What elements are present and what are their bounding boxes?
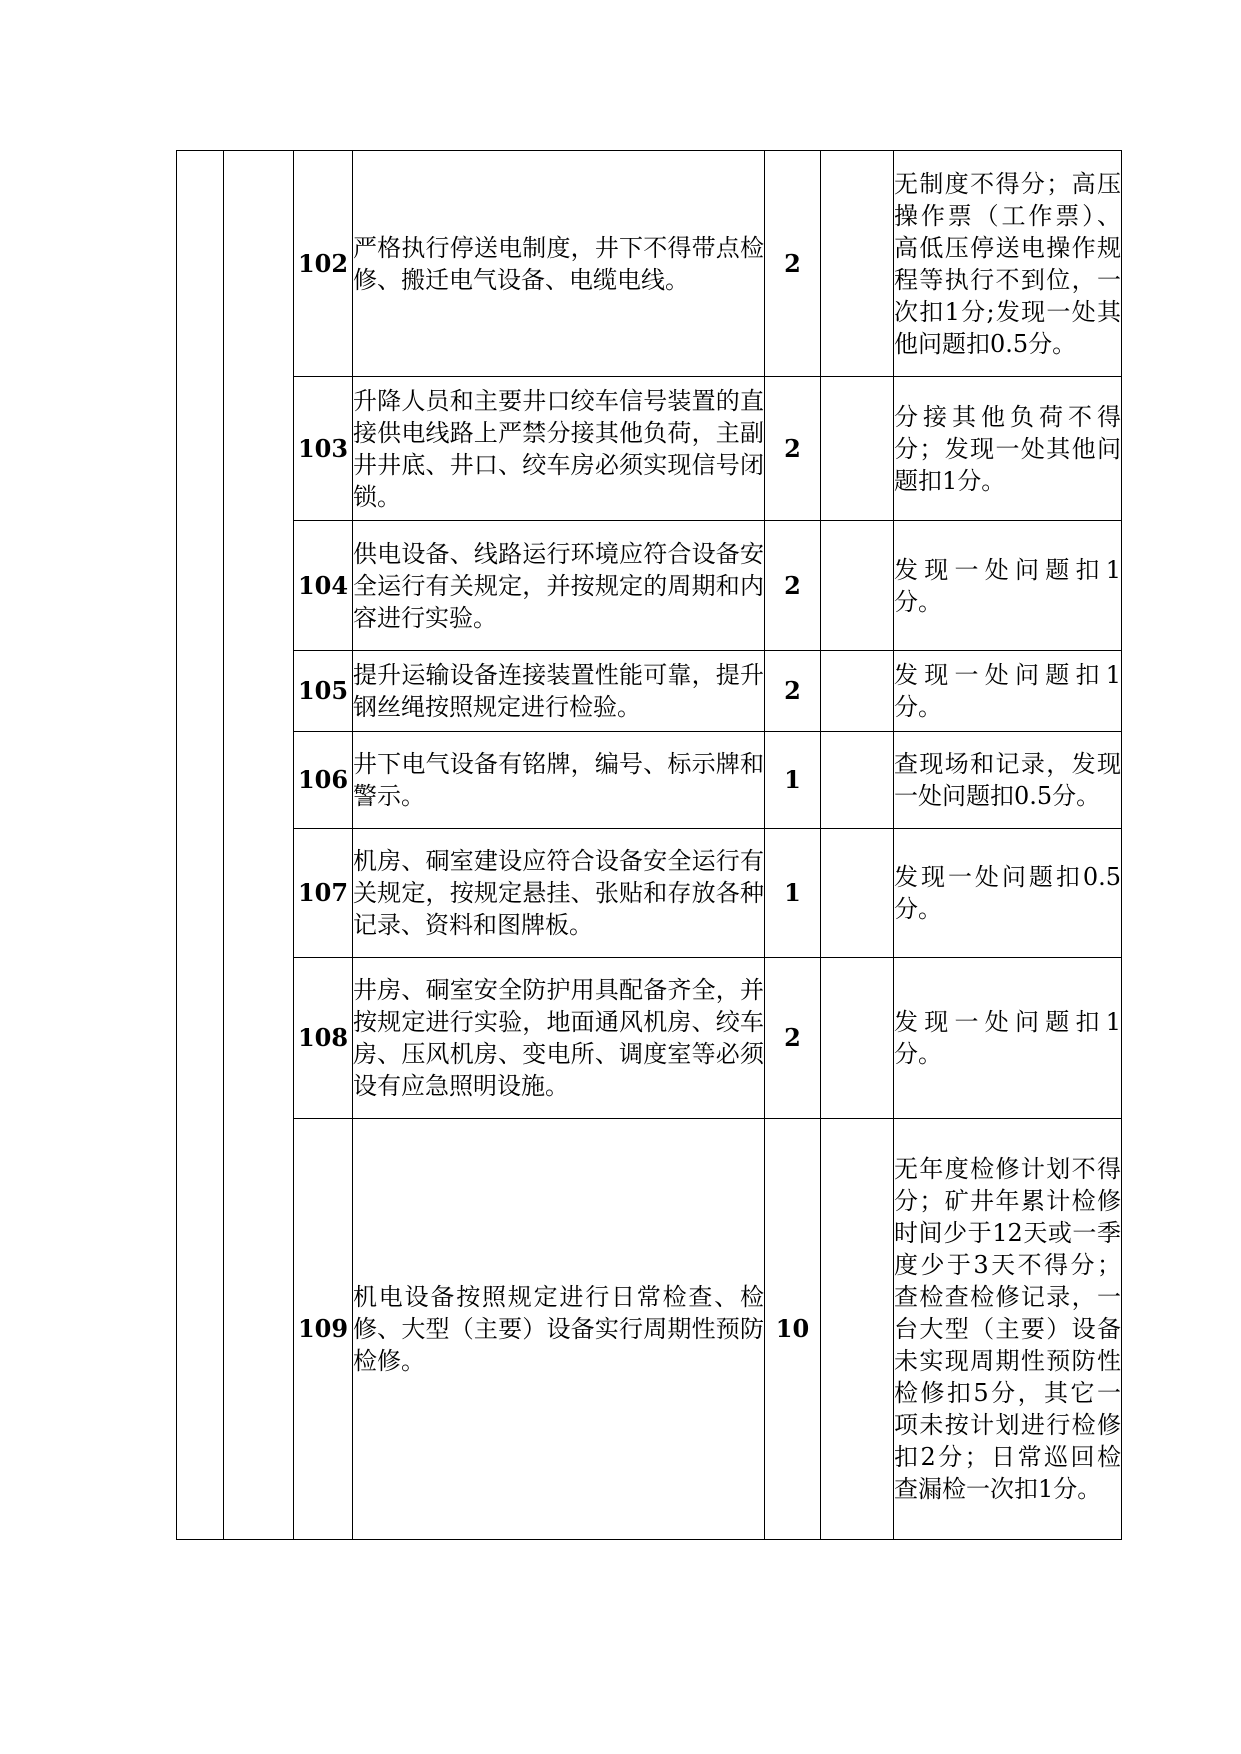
table-row — [177, 732, 1122, 829]
category-cell — [177, 151, 224, 1540]
item-content: 井下电气设备有铭牌，编号、标示牌和警示。 — [353, 732, 765, 829]
actual-score-cell — [821, 151, 894, 377]
item-content: 机房、硐室建设应符合设备安全运行有关规定，按规定悬挂、张贴和存放各种记录、资料和图牌板。 — [353, 829, 765, 958]
actual-score-cell — [821, 651, 894, 732]
subcategory-cell — [224, 151, 294, 1540]
item-score: 1 — [765, 732, 821, 829]
item-content: 提升运输设备连接装置性能可靠，提升钢丝绳按照规定进行检验。 — [353, 651, 765, 732]
table-row — [177, 651, 1122, 732]
actual-score-cell — [821, 958, 894, 1119]
scoring-rule: 查现场和记录，发现一处问题扣0.5分。 — [894, 732, 1122, 829]
item-number: 105 — [294, 651, 353, 732]
inspection-standards-table — [176, 150, 1122, 1540]
scoring-rule: 发现一处问题扣1分。 — [894, 651, 1122, 732]
actual-score-cell — [821, 732, 894, 829]
item-content: 井房、硐室安全防护用具配备齐全，并按规定进行实验，地面通风机房、绞车房、压风机房、变电所、调度室等必须设有应急照明设施。 — [353, 958, 765, 1119]
actual-score-cell — [821, 377, 894, 521]
table-row — [177, 151, 1122, 377]
table-row — [177, 829, 1122, 958]
item-number: 109 — [294, 1119, 353, 1540]
table-row — [177, 377, 1122, 521]
item-content: 升降人员和主要井口绞车信号装置的直接供电线路上严禁分接其他负荷，主副井井底、井口、绞车房必须实现信号闭锁。 — [353, 377, 765, 521]
scoring-rule: 分接其他负荷不得分；发现一处其他问题扣1分。 — [894, 377, 1122, 521]
table-row — [177, 521, 1122, 651]
item-score: 10 — [765, 1119, 821, 1540]
actual-score-cell — [821, 521, 894, 651]
item-content: 供电设备、线路运行环境应符合设备安全运行有关规定，并按规定的周期和内容进行实验。 — [353, 521, 765, 651]
item-score: 2 — [765, 521, 821, 651]
item-score: 1 — [765, 829, 821, 958]
item-content: 严格执行停送电制度，井下不得带点检修、搬迁电气设备、电缆电线。 — [353, 151, 765, 377]
scoring-rule: 无年度检修计划不得分；矿井年累计检修时间少于12天或一季度少于3天不得分；查检查检修记录，一台大型（主要）设备未实现周期性预防性检修扣5分，其它一项未按计划进行检修扣2分；日常巡回检查漏检一次扣1分。 — [894, 1119, 1122, 1540]
item-number: 104 — [294, 521, 353, 651]
table-row — [177, 1119, 1122, 1540]
item-number: 108 — [294, 958, 353, 1119]
scoring-rule: 发现一处问题扣1分。 — [894, 521, 1122, 651]
item-number: 102 — [294, 151, 353, 377]
item-number: 103 — [294, 377, 353, 521]
item-score: 2 — [765, 651, 821, 732]
item-score: 2 — [765, 958, 821, 1119]
item-score: 2 — [765, 377, 821, 521]
item-content: 机电设备按照规定进行日常检查、检修、大型（主要）设备实行周期性预防检修。 — [353, 1119, 765, 1540]
actual-score-cell — [821, 829, 894, 958]
scoring-rule: 无制度不得分；高压操作票（工作票）、高低压停送电操作规程等执行不到位，一次扣1分;发现一处其他问题扣0.5分。 — [894, 151, 1122, 377]
item-score: 2 — [765, 151, 821, 377]
table-row — [177, 958, 1122, 1119]
scoring-rule: 发现一处问题扣1分。 — [894, 958, 1122, 1119]
item-number: 106 — [294, 732, 353, 829]
scoring-rule: 发现一处问题扣0.5分。 — [894, 829, 1122, 958]
item-number: 107 — [294, 829, 353, 958]
actual-score-cell — [821, 1119, 894, 1540]
